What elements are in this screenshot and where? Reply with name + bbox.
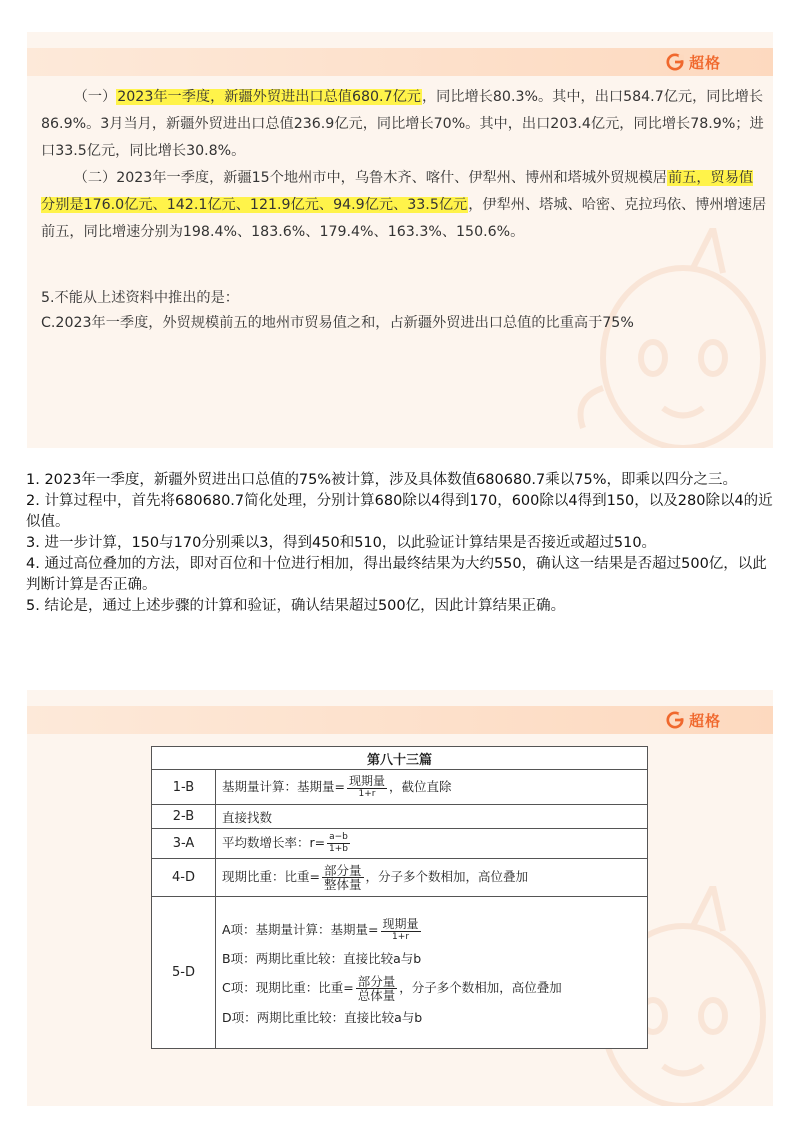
question-card	[27, 32, 773, 448]
card-header	[27, 706, 773, 734]
fraction	[327, 832, 350, 855]
answer-key: 2-B	[152, 805, 216, 829]
highlighted-text: 2023年一季度，新疆外贸进出口总值680.7亿元	[117, 89, 421, 105]
table-title: 第八十三篇	[152, 747, 648, 770]
denominator: 1+r	[392, 931, 410, 942]
row-text: 基期量计算：基期量=	[222, 778, 345, 794]
explanation-step: 5. 结论是，通过上述步骤的计算和验证，确认结果超过500亿，因此计算结果正确。	[26, 598, 566, 614]
table-row	[152, 829, 648, 859]
brand-g-icon	[666, 711, 684, 729]
paragraph-text: （二）2023年一季度，新疆15个地州市中，乌鲁木齐、喀什、伊犁州、博州和塔城外贸规模居	[73, 170, 667, 186]
numerator: 部分量	[357, 973, 396, 989]
explanation-step: 2. 计算过程中，首先将680680.7简化处理，分别计算680除以4得到170，600除以4得到150，以及280除以4的近似值。	[26, 493, 773, 530]
fraction	[356, 975, 398, 1002]
brand-logo	[666, 709, 721, 731]
passage-paragraph-2	[41, 165, 767, 246]
denominator: 总体量	[357, 987, 396, 1003]
denominator: 1+b	[329, 844, 348, 854]
material-passage	[41, 84, 767, 246]
answer-explanation: 直接找数	[216, 805, 648, 829]
denominator: 整体量	[323, 877, 362, 892]
fraction	[381, 918, 421, 943]
question-block	[41, 286, 767, 336]
answer-explanation	[216, 770, 648, 805]
explanation-list	[26, 470, 778, 617]
answer-table	[151, 746, 648, 1049]
brand-name: 超格	[688, 53, 721, 72]
highlighted-text: 前五，贸易值分别是176.0亿元、142.1亿元、121.9亿元、94.9亿元、33.5亿元	[41, 170, 754, 213]
question-stem: 5.不能从上述资料中推出的是：	[41, 290, 239, 306]
brand-g-icon	[666, 53, 684, 71]
numerator: 现期量	[348, 773, 385, 788]
row-text: 平均数增长率：r=	[222, 835, 326, 850]
denominator: 1+r	[358, 788, 376, 799]
numerator: 现期量	[382, 916, 419, 931]
brand-logo	[666, 51, 721, 73]
paragraph-prefix: （一）	[73, 89, 117, 105]
fraction	[322, 864, 364, 891]
sub-item-b: B项：两期比重比较：直接比较a与b	[222, 950, 422, 966]
row-tail: ，分子多个数相加，高位叠加	[399, 979, 562, 995]
answer-card	[27, 690, 773, 1106]
answer-explanation	[216, 897, 648, 1049]
table-row	[152, 805, 648, 829]
numerator: a−b	[329, 832, 348, 842]
answer-key: 4-D	[152, 859, 216, 897]
answer-explanation	[216, 859, 648, 897]
fraction	[347, 775, 387, 800]
row-text: C项：现期比重：比重=	[222, 979, 354, 995]
explanation-step: 3. 进一步计算，150与170分别乘以3，得到450和510，以此验证计算结果是否接近或超过510。	[26, 535, 657, 551]
paragraph-text: ，伊犁州、塔城、哈密、克拉玛依、博州增速居前五，同比增速分别为198.4%、183.6%、179.4%、163.3%、150.6%。	[41, 197, 767, 240]
table-row	[152, 770, 648, 805]
row-text: A项：基期量计算：基期量=	[222, 921, 379, 937]
answer-key: 5-D	[152, 897, 216, 1049]
numerator: 部分量	[323, 863, 362, 878]
question-option-c: C.2023年一季度，外贸规模前五的地州市贸易值之和，占新疆外贸进出口总值的比重高于75%	[41, 315, 634, 331]
card-header	[27, 48, 773, 76]
unicorn-mascot-watermark	[573, 228, 773, 448]
table-row	[152, 859, 648, 897]
row-tail: ，截位直除	[389, 778, 452, 794]
answer-key: 3-A	[152, 829, 216, 859]
table-row	[152, 897, 648, 1049]
answer-explanation	[216, 829, 648, 859]
explanation-step: 1. 2023年一季度，新疆外贸进出口总值的75%被计算，涉及具体数值680680.7乘以75%，即乘以四分之三。	[26, 472, 737, 488]
brand-name: 超格	[688, 711, 721, 730]
row-text: 现期比重：比重=	[222, 869, 320, 884]
paragraph-text: ，同比增长80.3%。其中，出口584.7亿元，同比增长86.9%。3月当月，新疆外贸进出口总值236.9亿元，同比增长70%。其中，出口203.4亿元，同比增长78.9%；进口33.5亿元，同比增长30.8%。	[41, 89, 764, 159]
sub-item-a	[222, 918, 647, 943]
answer-key: 1-B	[152, 770, 216, 805]
passage-paragraph-1	[41, 84, 767, 165]
row-tail: ，分子多个数相加，高位叠加	[365, 869, 529, 884]
sub-item-d: D项：两期比重比较：直接比较a与b	[222, 1009, 423, 1025]
sub-item-c	[222, 975, 647, 1002]
explanation-step: 4. 通过高位叠加的方法，即对百位和十位进行相加，得出最终结果为大约550，确认这一结果是否超过500亿，以此判断计算是否正确。	[26, 556, 767, 593]
